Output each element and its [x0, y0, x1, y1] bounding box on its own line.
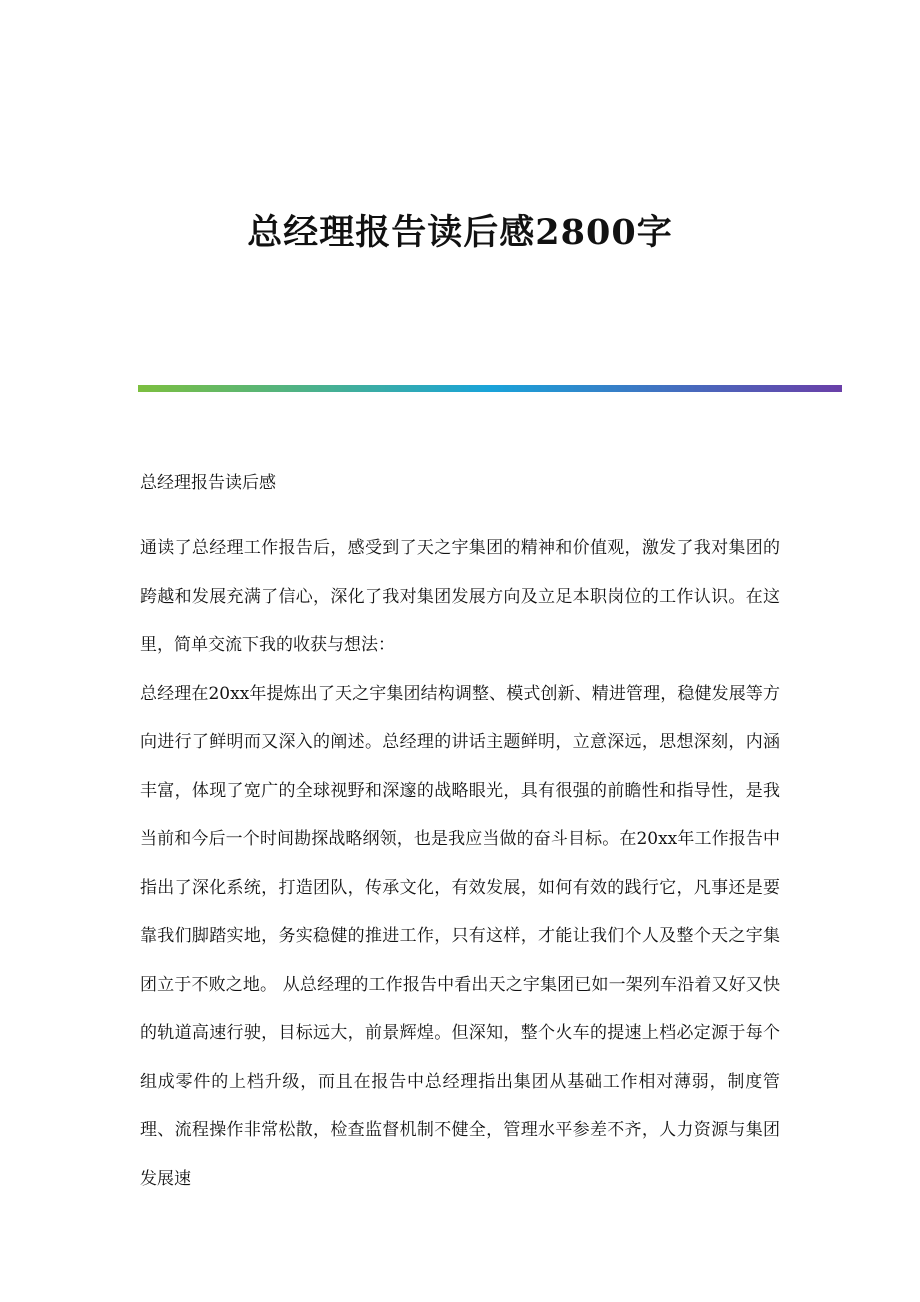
title-divider — [138, 385, 842, 392]
document-title: 总经理报告读后感2800字 — [247, 212, 673, 253]
body-paragraph-1: 通读了总经理工作报告后，感受到了天之宇集团的精神和价值观，激发了我对集团的跨越和发展充满了信心，深化了我对集团发展方向及立足本职岗位的工作认识。在这里，简单交流下我的收获与想法： — [140, 538, 780, 655]
section-subtitle: 总经理报告读后感 — [140, 473, 276, 493]
document-body — [140, 464, 780, 1203]
body-paragraph-2: 总经理在20xx年提炼出了天之宇集团结构调整、模式创新、精进管理，稳健发展等方向进行了鲜明而又深入的阐述。总经理的讲话主题鲜明，立意深远，思想深刻，内涵丰富，体现了宽广的全球视野和深邃的战略眼光，具有很强的前瞻性和指导性，是我当前和今后一个时间勘探战略纲领，也是我应当做的奋斗目标。在20xx年工作报告中指出了深化系统，打造团队，传承文化，有效发展，如何有效的践行它，凡事还是要靠我们脚踏实地，务实稳健的推进工作，只有这样，才能让我们个人及整个天之宇集团立于不败之地。 从总经理的工作报告中看出天之宇集团已如一架列车沿着又好又快的轨道高速行驶，目标远大，前景辉煌。但深知，整个火车的提速上档必定源于每个组成零件的上档升级，而且在报告中总经理指出集团从基础工作相对薄弱，制度管理、流程操作非常松散，检查监督机制不健全，管理水平参差不齐，人力资源与集团发展速 — [140, 683, 780, 1189]
